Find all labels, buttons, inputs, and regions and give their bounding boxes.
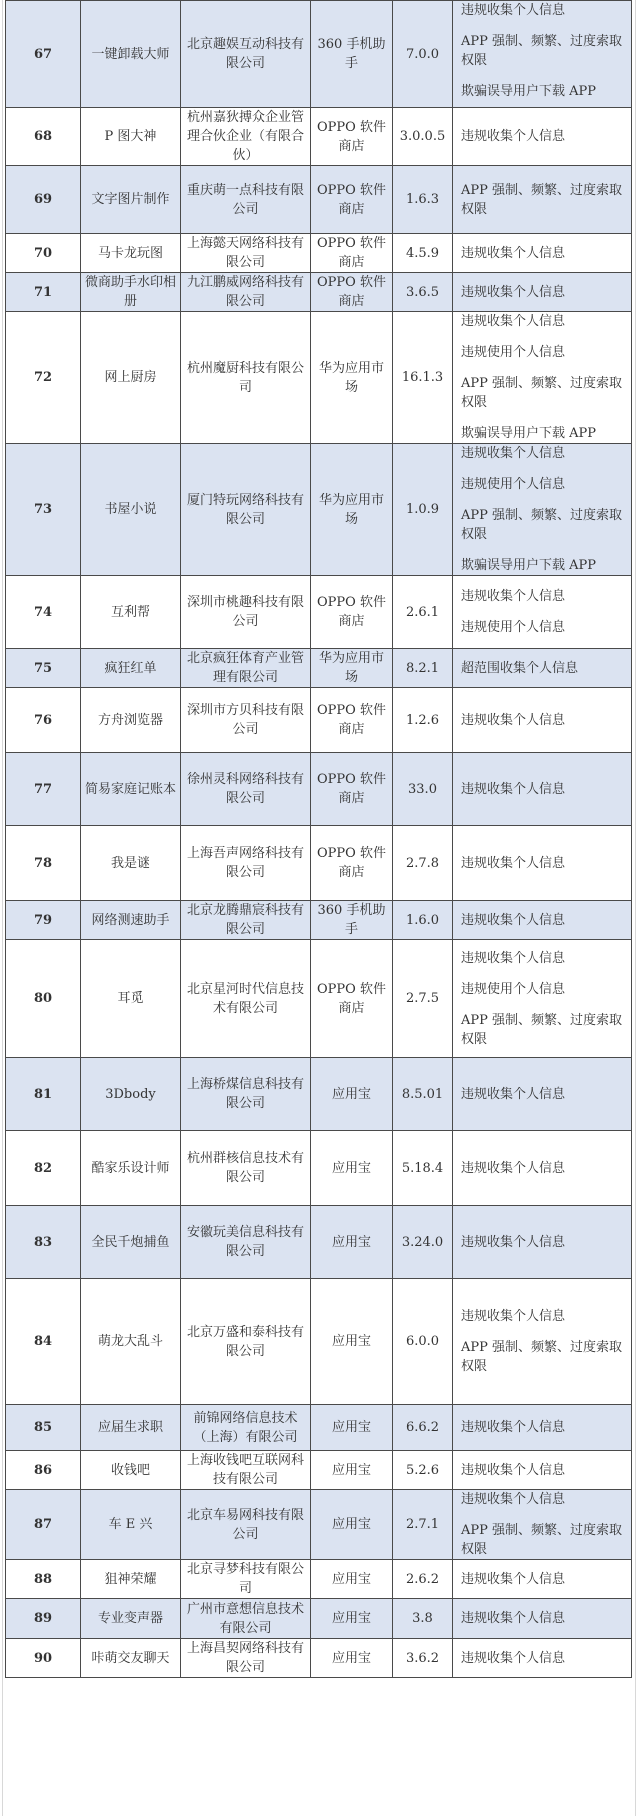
- app-name: 网上厨房: [81, 312, 181, 444]
- violation-item: 违规收集个人信息: [461, 129, 566, 144]
- violation-item: 违规收集个人信息: [461, 1086, 566, 1102]
- table-row: [6, 444, 632, 576]
- violation-item: 违规收集个人信息: [461, 314, 566, 329]
- table-row: [6, 1206, 632, 1279]
- table-row: [6, 312, 632, 444]
- app-version: 2.6.2: [393, 1560, 453, 1599]
- app-version: 5.18.4: [393, 1131, 453, 1206]
- violation-list: [453, 1599, 632, 1639]
- row-number: 83: [6, 1206, 81, 1279]
- table-row: [6, 901, 632, 940]
- row-number: 85: [6, 1405, 81, 1451]
- app-name: 耳觅: [81, 940, 181, 1058]
- document-sheet: [2, 0, 636, 1816]
- app-store: 华为应用市场: [311, 444, 393, 576]
- table-row: [6, 753, 632, 826]
- app-store: 应用宝: [311, 1131, 393, 1206]
- company-name: 上海桥煤信息科技有限公司: [181, 1058, 311, 1131]
- app-version: 3.6.2: [393, 1639, 453, 1678]
- company-name: 上海收钱吧互联网科技有限公司: [181, 1451, 311, 1490]
- app-name: 3Dbody: [81, 1058, 181, 1131]
- row-number: 88: [6, 1560, 81, 1599]
- app-store: OPPO 软件商店: [311, 234, 393, 273]
- violation-item: 违规收集个人信息: [461, 950, 566, 966]
- row-number: 80: [6, 940, 81, 1058]
- violation-item: 违规收集个人信息: [461, 1234, 566, 1250]
- violation-list: [453, 166, 632, 234]
- company-name: 杭州群核信息技术有限公司: [181, 1131, 311, 1206]
- app-version: 33.0: [393, 753, 453, 826]
- app-version: 1.2.6: [393, 688, 453, 753]
- app-name: 网络测速助手: [81, 901, 181, 940]
- app-name: 疯狂红单: [81, 649, 181, 688]
- app-violation-table: [5, 0, 632, 1678]
- app-store: 华为应用市场: [311, 649, 393, 688]
- company-name: 深圳市方贝科技有限公司: [181, 688, 311, 753]
- violation-item: 违规收集个人信息: [461, 3, 566, 18]
- table-row: [6, 1639, 632, 1678]
- app-name: 一键卸载大师: [81, 1, 181, 108]
- app-version: 2.7.1: [393, 1490, 453, 1560]
- app-name: 收钱吧: [81, 1451, 181, 1490]
- violation-list: [453, 1490, 632, 1560]
- row-number: 87: [6, 1490, 81, 1560]
- row-number: 73: [6, 444, 81, 576]
- app-store: 360 手机助手: [311, 901, 393, 940]
- app-name: 应届生求职: [81, 1405, 181, 1451]
- app-version: 3.8: [393, 1599, 453, 1639]
- violation-list: [453, 108, 632, 166]
- app-name: 我是谜: [81, 826, 181, 901]
- app-store: 应用宝: [311, 1451, 393, 1490]
- company-name: 北京星河时代信息技术有限公司: [181, 940, 311, 1058]
- app-name: 酷家乐设计师: [81, 1131, 181, 1206]
- violation-list: [453, 1058, 632, 1131]
- row-number: 74: [6, 576, 81, 649]
- violation-item: 违规收集个人信息: [461, 1462, 566, 1478]
- app-store: 360 手机助手: [311, 1, 393, 108]
- app-store: 应用宝: [311, 1058, 393, 1131]
- app-name: 互利帮: [81, 576, 181, 649]
- app-store: OPPO 软件商店: [311, 688, 393, 753]
- violation-item: APP 强制、频繁、过度索取权限: [461, 508, 623, 542]
- app-store: OPPO 软件商店: [311, 273, 393, 312]
- violation-item: 违规收集个人信息: [461, 446, 566, 461]
- row-number: 78: [6, 826, 81, 901]
- violation-item: 违规收集个人信息: [461, 284, 566, 300]
- app-store: 应用宝: [311, 1279, 393, 1405]
- row-number: 69: [6, 166, 81, 234]
- app-version: 3.24.0: [393, 1206, 453, 1279]
- violation-item: 欺骗误导用户下载 APP: [461, 84, 597, 99]
- violation-list: [453, 901, 632, 940]
- app-name: 简易家庭记账本: [81, 753, 181, 826]
- app-version: 3.0.0.5: [393, 108, 453, 166]
- violation-item: 违规使用个人信息: [461, 620, 566, 635]
- app-store: 应用宝: [311, 1639, 393, 1678]
- violation-item: 超范围收集个人信息: [461, 660, 579, 676]
- app-store: 应用宝: [311, 1206, 393, 1279]
- table-row: [6, 1131, 632, 1206]
- app-name: P 图大神: [81, 108, 181, 166]
- row-number: 84: [6, 1279, 81, 1405]
- violation-item: 欺骗误导用户下载 APP: [461, 558, 597, 573]
- app-name: 萌龙大乱斗: [81, 1279, 181, 1405]
- table-row: [6, 1490, 632, 1560]
- violation-list: [453, 312, 632, 444]
- violation-item: APP 强制、频繁、过度索取权限: [461, 34, 623, 68]
- app-name: 咔萌交友聊天: [81, 1639, 181, 1678]
- app-version: 2.7.8: [393, 826, 453, 901]
- app-version: 5.2.6: [393, 1451, 453, 1490]
- violation-item: APP 强制、频繁、过度索取权限: [461, 1340, 623, 1374]
- violation-item: 违规收集个人信息: [461, 1492, 566, 1507]
- table-row: [6, 108, 632, 166]
- app-store: OPPO 软件商店: [311, 826, 393, 901]
- company-name: 深圳市桃趣科技有限公司: [181, 576, 311, 649]
- app-version: 2.7.5: [393, 940, 453, 1058]
- violation-list: [453, 1451, 632, 1490]
- company-name: 北京寻梦科技有限公司: [181, 1560, 311, 1599]
- violation-item: APP 强制、频繁、过度索取权限: [461, 1523, 623, 1557]
- app-store: 应用宝: [311, 1490, 393, 1560]
- violation-item: APP 强制、频繁、过度索取权限: [461, 376, 623, 410]
- violation-list: [453, 273, 632, 312]
- table-row: [6, 1405, 632, 1451]
- app-name: 微商助手水印相册: [81, 273, 181, 312]
- row-number: 68: [6, 108, 81, 166]
- app-name: 方舟浏览器: [81, 688, 181, 753]
- row-number: 86: [6, 1451, 81, 1490]
- row-number: 76: [6, 688, 81, 753]
- app-name: 专业变声器: [81, 1599, 181, 1639]
- violation-item: 违规使用个人信息: [461, 981, 566, 997]
- violation-item: APP 强制、频繁、过度索取权限: [461, 1012, 623, 1047]
- company-name: 前锦网络信息技术（上海）有限公司: [181, 1405, 311, 1451]
- row-number: 67: [6, 1, 81, 108]
- violation-list: [453, 1279, 632, 1405]
- violation-item: 违规收集个人信息: [461, 781, 566, 797]
- table-row: [6, 1, 632, 108]
- company-name: 九江鹏威网络科技有限公司: [181, 273, 311, 312]
- table-row: [6, 576, 632, 649]
- violation-item: APP 强制、频繁、过度索取权限: [461, 182, 623, 217]
- violation-list: [453, 649, 632, 688]
- app-name: 车 E 兴: [81, 1490, 181, 1560]
- violation-list: [453, 826, 632, 901]
- company-name: 广州市意想信息技术有限公司: [181, 1599, 311, 1639]
- app-version: 1.6.0: [393, 901, 453, 940]
- violation-item: 违规收集个人信息: [461, 245, 566, 261]
- row-number: 81: [6, 1058, 81, 1131]
- row-number: 75: [6, 649, 81, 688]
- app-name: 书屋小说: [81, 444, 181, 576]
- app-version: 16.1.3: [393, 312, 453, 444]
- table-row: [6, 1599, 632, 1639]
- app-store: 应用宝: [311, 1599, 393, 1639]
- company-name: 上海昌契网络科技有限公司: [181, 1639, 311, 1678]
- company-name: 杭州嘉狄搏众企业管理合伙企业（有限合伙）: [181, 108, 311, 166]
- violation-list: [453, 1560, 632, 1599]
- company-name: 上海吾声网络科技有限公司: [181, 826, 311, 901]
- row-number: 70: [6, 234, 81, 273]
- table-row: [6, 649, 632, 688]
- table-row: [6, 166, 632, 234]
- violation-item: 违规收集个人信息: [461, 1309, 566, 1324]
- violation-item: 违规收集个人信息: [461, 912, 566, 928]
- app-version: 6.0.0: [393, 1279, 453, 1405]
- violation-list: [453, 1405, 632, 1451]
- table-row: [6, 940, 632, 1058]
- table-row: [6, 1451, 632, 1490]
- row-number: 77: [6, 753, 81, 826]
- app-version: 1.0.9: [393, 444, 453, 576]
- app-version: 6.6.2: [393, 1405, 453, 1451]
- app-store: OPPO 软件商店: [311, 940, 393, 1058]
- app-version: 8.2.1: [393, 649, 453, 688]
- company-name: 杭州魔厨科技有限公司: [181, 312, 311, 444]
- company-name: 北京车易网科技有限公司: [181, 1490, 311, 1560]
- violation-list: [453, 1, 632, 108]
- company-name: 北京趣娱互动科技有限公司: [181, 1, 311, 108]
- violation-item: 违规收集个人信息: [461, 1160, 566, 1176]
- app-version: 3.6.5: [393, 273, 453, 312]
- violation-list: [453, 688, 632, 753]
- violation-item: 违规收集个人信息: [461, 1571, 566, 1587]
- violation-item: 违规收集个人信息: [461, 712, 566, 728]
- row-number: 82: [6, 1131, 81, 1206]
- row-number: 72: [6, 312, 81, 444]
- row-number: 90: [6, 1639, 81, 1678]
- table-row: [6, 688, 632, 753]
- app-version: 7.0.0: [393, 1, 453, 108]
- violation-item: 违规使用个人信息: [461, 477, 566, 492]
- app-store: OPPO 软件商店: [311, 108, 393, 166]
- app-store: 应用宝: [311, 1405, 393, 1451]
- violation-list: [453, 1639, 632, 1678]
- violation-item: 违规收集个人信息: [461, 855, 566, 871]
- table-body: [6, 1, 632, 1678]
- app-store: OPPO 软件商店: [311, 166, 393, 234]
- company-name: 重庆萌一点科技有限公司: [181, 166, 311, 234]
- violation-list: [453, 753, 632, 826]
- violation-list: [453, 234, 632, 273]
- app-store: OPPO 软件商店: [311, 753, 393, 826]
- app-name: 狙神荣耀: [81, 1560, 181, 1599]
- table-row: [6, 826, 632, 901]
- app-store: OPPO 软件商店: [311, 576, 393, 649]
- company-name: 北京万盛和泰科技有限公司: [181, 1279, 311, 1405]
- violation-item: 违规收集个人信息: [461, 589, 566, 604]
- row-number: 89: [6, 1599, 81, 1639]
- app-version: 8.5.01: [393, 1058, 453, 1131]
- table-row: [6, 234, 632, 273]
- app-version: 4.5.9: [393, 234, 453, 273]
- app-version: 1.6.3: [393, 166, 453, 234]
- violation-list: [453, 1206, 632, 1279]
- app-name: 全民千炮捕鱼: [81, 1206, 181, 1279]
- app-version: 2.6.1: [393, 576, 453, 649]
- app-name: 文字图片制作: [81, 166, 181, 234]
- violation-list: [453, 576, 632, 649]
- company-name: 北京龙腾鼎宸科技有限公司: [181, 901, 311, 940]
- row-number: 71: [6, 273, 81, 312]
- violation-list: [453, 444, 632, 576]
- violation-item: 违规收集个人信息: [461, 1650, 566, 1666]
- company-name: 上海懿天网络科技有限公司: [181, 234, 311, 273]
- row-number: 79: [6, 901, 81, 940]
- app-name: 马卡龙玩图: [81, 234, 181, 273]
- company-name: 徐州灵科网络科技有限公司: [181, 753, 311, 826]
- violation-list: [453, 1131, 632, 1206]
- violation-item: 违规收集个人信息: [461, 1611, 566, 1626]
- table-row: [6, 1058, 632, 1131]
- violation-item: 欺骗误导用户下载 APP: [461, 426, 597, 441]
- violation-item: 违规使用个人信息: [461, 345, 566, 360]
- violation-item: 违规收集个人信息: [461, 1420, 566, 1435]
- company-name: 安徽玩美信息科技有限公司: [181, 1206, 311, 1279]
- app-store: 华为应用市场: [311, 312, 393, 444]
- table-row: [6, 1560, 632, 1599]
- app-store: 应用宝: [311, 1560, 393, 1599]
- company-name: 北京疯狂体育产业管理有限公司: [181, 649, 311, 688]
- table-row: [6, 1279, 632, 1405]
- table-row: [6, 273, 632, 312]
- violation-list: [453, 940, 632, 1058]
- company-name: 厦门特玩网络科技有限公司: [181, 444, 311, 576]
